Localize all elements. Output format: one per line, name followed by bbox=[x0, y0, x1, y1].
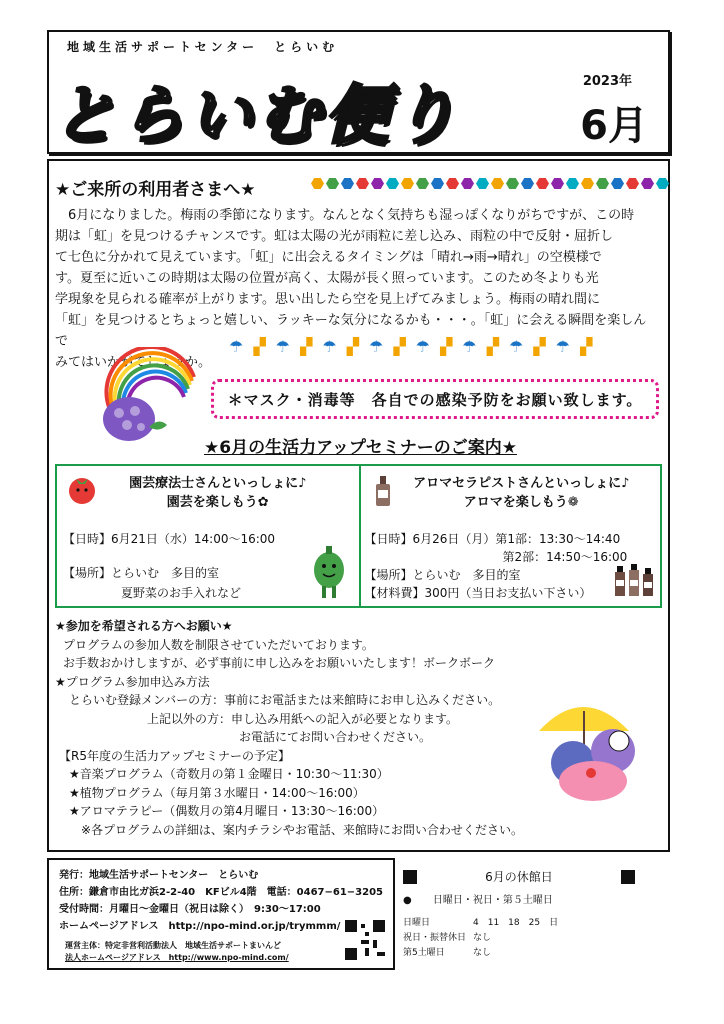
seminar-date: 【日時】6月21日（水）14:00〜16:00 bbox=[63, 532, 276, 546]
boot-icon: ▞ bbox=[533, 337, 546, 356]
hexagon-icon bbox=[521, 178, 534, 189]
issue-month: 6月 bbox=[580, 103, 648, 149]
apply-line: お電話にてお問い合わせください。 bbox=[239, 730, 432, 744]
request-line: プログラムの参加人数を制限させていただいております。 bbox=[63, 637, 374, 652]
apply-title: ★プログラム参加申込み方法 bbox=[55, 674, 210, 689]
hexagon-icon bbox=[326, 178, 339, 189]
umbrella-icon: ☂ bbox=[322, 337, 337, 356]
newsletter-title: とらいむ便り bbox=[48, 79, 475, 153]
holiday-row: 第5土曜日 なし bbox=[403, 948, 492, 958]
hexagon-icon bbox=[551, 178, 564, 189]
seminar-box bbox=[55, 464, 662, 608]
issue-year: 2023年 bbox=[582, 74, 632, 89]
hexagon-icon bbox=[641, 178, 654, 189]
seminar-date-part2: 第2部：14:50〜16:00 bbox=[502, 550, 628, 564]
homepage[interactable]: ホームページアドレス http://npo-mind.or.jp/trymmm/ bbox=[59, 921, 341, 932]
newsletter-header bbox=[47, 30, 670, 154]
plan-line: ★アロマテラピー（偶数月の第4月曜日・13:30〜16:00） bbox=[69, 804, 385, 818]
seminar-fee: 【材料費】300円（当日お支払い下さい） bbox=[364, 586, 592, 600]
address: 住所：鎌倉市由比ガ浜2-2-40 KFビル4階 電話：0467−61−3205 bbox=[59, 887, 384, 898]
greeting-line: て七色に分かれて見えています。「虹」に出会えるタイミングは「晴れ→雨→晴れ」の空模様で bbox=[55, 250, 602, 265]
hexagon-icon bbox=[581, 178, 594, 189]
hexagon-icon bbox=[311, 178, 324, 189]
umbrella-icon: ☂ bbox=[555, 337, 570, 356]
plan-title: 【R5年度の生活力アップセミナーの予定】 bbox=[59, 748, 291, 763]
request-line: お手数おかけしますが、必ず事前に申し込みをお願いいたします！ボークボーク bbox=[63, 656, 496, 670]
hexagon-icon bbox=[656, 178, 669, 189]
boot-icon: ▞ bbox=[439, 337, 453, 356]
umbrella-hydrangea-illustration bbox=[533, 691, 653, 807]
plan-line: ★植物プログラム（毎月第３水曜日・14:00〜16:00） bbox=[69, 785, 365, 800]
holiday-row: 祝日・振替休日 なし bbox=[403, 933, 492, 943]
greeting-title: ★ご来所の利用者さまへ★ bbox=[55, 180, 256, 200]
hexagon-icon bbox=[611, 178, 624, 189]
seminar-place: 【場所】とらいむ 多目的室 bbox=[364, 568, 521, 582]
hexagon-icon bbox=[401, 178, 414, 189]
umbrella-icon: ☂ bbox=[368, 337, 384, 356]
holiday-subtitle-text: 日曜日・祝日・第５土曜日 bbox=[432, 895, 553, 906]
boot-icon: ▞ bbox=[579, 337, 593, 356]
holiday-title-row bbox=[403, 868, 635, 885]
holiday-subtitle bbox=[403, 891, 635, 906]
hexagon-icon bbox=[371, 178, 384, 189]
hexagon-icon bbox=[386, 178, 399, 189]
boot-icon: ▞ bbox=[346, 337, 359, 356]
notes-section bbox=[55, 617, 523, 839]
boot-icon: ▞ bbox=[253, 337, 266, 356]
publisher-info bbox=[47, 858, 395, 970]
seminar-aroma bbox=[359, 466, 661, 606]
seminar-place: 【場所】とらいむ 多目的室 bbox=[63, 566, 220, 580]
hexagon-icon bbox=[446, 178, 459, 189]
boot-icon: ▞ bbox=[300, 337, 313, 356]
publisher: 発行：地域生活サポートセンター とらいむ bbox=[59, 870, 259, 881]
mask-notice: ＊マスク・消毒等 各自での感染予防をお願い致します。 bbox=[211, 379, 659, 419]
plan-line: ★音楽プログラム（奇数月の第１金曜日・10:30〜11:30） bbox=[69, 767, 389, 781]
holiday-info bbox=[403, 868, 635, 961]
greeting-line: 学現象を見られる確率が上がります。思い出したら空を見上げてみましょう。梅雨の晴れ間に bbox=[55, 292, 600, 307]
hexagon-icon bbox=[476, 178, 489, 189]
greeting-line: す。夏至に近いこの時期は太陽の位置が高く、太陽が長く照っています。このため冬よりも光 bbox=[55, 271, 599, 286]
greeting-line: 期は「虹」を見つけるチャンスです。虹は太陽の光が雨粒に差し込み、雨粒の中で反射・屈折し bbox=[55, 229, 613, 244]
boot-icon: ▞ bbox=[393, 337, 406, 356]
seminar-heading bbox=[361, 474, 661, 512]
apply-line: 上記以外の方：申し込み用紙への記入が必要となります。 bbox=[147, 711, 459, 726]
org-name: 地域生活サポートセンター とらいむ bbox=[67, 40, 339, 54]
greeting-line: みてはいかがでしょうか。 bbox=[55, 355, 212, 370]
square-icon bbox=[621, 870, 635, 884]
seminar-heading-line1: 園芸療法士さんといっしょに♪ bbox=[129, 476, 307, 491]
seminar-title: ★6月の生活力アップセミナーのご案内★ bbox=[204, 438, 517, 458]
seminar-heading-line2: アロマを楽しもう❁ bbox=[463, 495, 579, 510]
apply-line: とらいむ登録メンバーの方：事前にお電話または来館時にお申し込みください。 bbox=[69, 693, 501, 707]
hexagon-icon bbox=[536, 178, 549, 189]
seminar-heading bbox=[57, 474, 359, 512]
holiday-row: 日曜日 4 11 18 25 日 bbox=[403, 918, 559, 928]
hexagon-icon bbox=[596, 178, 609, 189]
seminar-date: 【日時】6月26日（月）第1部：13:30〜14:40 bbox=[364, 532, 621, 546]
seminar-content: 夏野菜のお手入れなど bbox=[121, 586, 242, 600]
umbrella-icon: ☂ bbox=[229, 337, 244, 356]
greeting-line: 「虹」を見つけるとちょっと嬉しい、ラッキーな気分になるかも・・・。「虹」に会える瞬間を楽しんで bbox=[55, 313, 647, 349]
hexagon-icon bbox=[506, 178, 519, 189]
request-title: ★参加を希望される方へお願い★ bbox=[55, 619, 233, 633]
greeting-line: 6月になりました。梅雨の季節になります。なんとなく気持ちも湿っぽくなりがちですが、この時 bbox=[68, 208, 635, 223]
holiday-title: 6月の休館日 bbox=[485, 870, 553, 884]
seminar-heading-line1: アロマセラピストさんといっしょに♪ bbox=[413, 476, 630, 491]
office-hours: 受付時間：月曜日〜金曜日（祝日は除く） 9:30〜17:00 bbox=[59, 904, 321, 915]
boot-icon: ▞ bbox=[486, 337, 499, 356]
plan-line: ※各プログラムの詳細は、案内チラシやお電話、来館時にお問い合わせください。 bbox=[81, 822, 523, 837]
square-icon bbox=[403, 870, 417, 884]
hexagon-icon bbox=[431, 178, 444, 189]
rainbow-hydrangea-illustration bbox=[89, 347, 199, 447]
umbrella-icon: ☂ bbox=[275, 337, 290, 356]
hexagon-decoration bbox=[311, 178, 669, 189]
seminar-heading-line2: 園芸を楽しもう✿ bbox=[166, 495, 269, 510]
hexagon-icon bbox=[461, 178, 474, 189]
umbrella-icon: ☂ bbox=[462, 337, 477, 356]
qr-code-icon[interactable] bbox=[345, 920, 385, 960]
hexagon-icon bbox=[416, 178, 429, 189]
umbrella-icon: ☂ bbox=[415, 337, 430, 356]
bullet-icon: ● bbox=[403, 895, 412, 906]
hexagon-icon bbox=[356, 178, 369, 189]
umbrella-icon: ☂ bbox=[508, 337, 524, 356]
main-content bbox=[47, 159, 670, 852]
holiday-table bbox=[403, 916, 635, 961]
hexagon-icon bbox=[491, 178, 504, 189]
operator: 運営主体：特定非営利活動法人 地域生活サポートまいんど bbox=[65, 941, 281, 950]
hexagon-icon bbox=[626, 178, 639, 189]
corp-homepage-link[interactable]: 法人ホームページアドレス http://www.npo-mind.com/ bbox=[65, 953, 289, 962]
hexagon-icon bbox=[566, 178, 579, 189]
seminar-gardening bbox=[57, 466, 359, 606]
pepper-character-icon bbox=[309, 544, 349, 602]
umbrella-decoration bbox=[229, 337, 592, 356]
hexagon-icon bbox=[341, 178, 354, 189]
aroma-bottles-icon bbox=[613, 562, 657, 598]
